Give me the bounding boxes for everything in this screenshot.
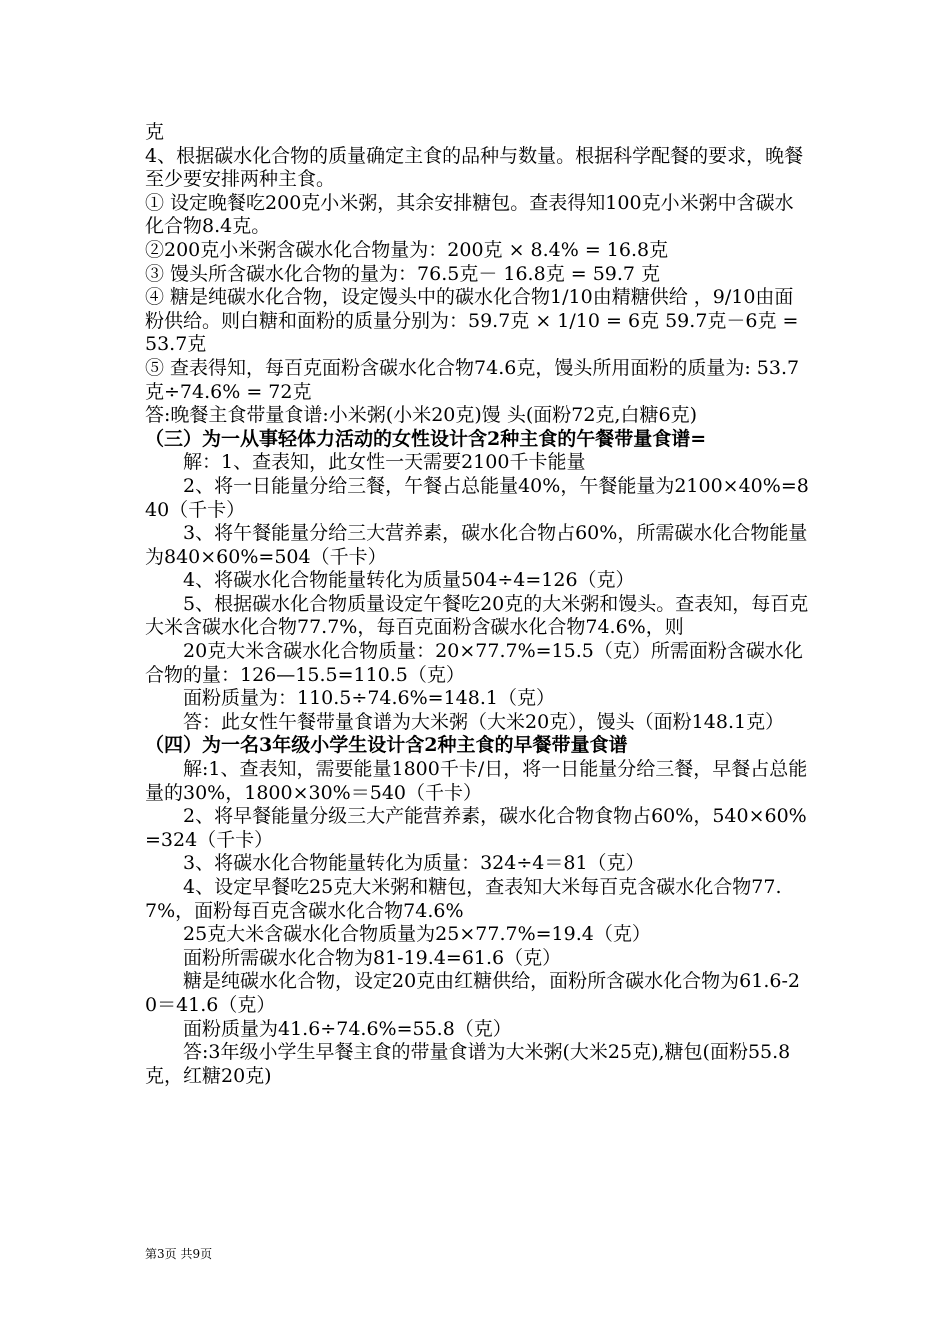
paragraph: 克	[145, 121, 165, 143]
paragraph: 面粉质量为：110.5÷74.6%=148.1（克）	[183, 687, 555, 710]
paragraph: 面粉质量为41.6÷74.6%=55.8（克）	[183, 1017, 512, 1040]
paragraph: ③ 馒头所含碳水化合物的量为：76.5克－ 16.8克 = 59.7 克	[145, 262, 661, 285]
page-footer: 第3页 共9页	[145, 1247, 213, 1261]
paragraph: 3、将午餐能量分给三大营养素，碳水化合物占60%，所需碳水化合物能量为840×60%=504（千卡）	[145, 522, 808, 568]
paragraph: 答:晚餐主食带量食谱:小米粥(小米20克)馒 头(面粉72克,白糖6克)	[145, 404, 697, 427]
document-body	[145, 121, 810, 1088]
paragraph: 答:3年级小学生早餐主食的带量食谱为大米粥(大米25克),糖包(面粉55.8克，红糖20克)	[145, 1041, 791, 1087]
paragraph: ⑤ 查表得知，每百克面粉含碳水化合物74.6克，馒头所用面粉的质量为: 53.7克÷74.6% = 72克	[145, 356, 800, 403]
paragraph: 25克大米含碳水化合物质量为25×77.7%=19.4（克）	[183, 923, 651, 946]
paragraph: 4、根据碳水化合物的质量确定主食的品种与数量。根据科学配餐的要求，晚餐至少要安排两种主食。	[145, 144, 804, 191]
paragraph: ②200克小米粥含碳水化合物量为：200克 × 8.4% = 16.8克	[145, 238, 669, 261]
paragraph: 2、将一日能量分给三餐，午餐占总能量40%，午餐能量为2100×40%=840（千卡）	[145, 474, 809, 521]
paragraph: 5、根据碳水化合物质量设定午餐吃20克的大米粥和馒头。查表知，每百克大米含碳水化合物77.7%，每百克面粉含碳水化合物74.6%，则	[145, 592, 809, 639]
paragraph: 4、设定早餐吃25克大米粥和糖包，查表知大米每百克含碳水化合物77.7%，面粉每百克含碳水化合物74.6%	[145, 876, 782, 922]
paragraph: ④ 糖是纯碳水化合物，设定馒头中的碳水化合物1/10由精糖供给 ，9/10由面粉供给。则白糖和面粉的质量分别为：59.7克 × 1/10 = 6克 59.7克－6克 = 53.7克	[145, 286, 799, 356]
paragraph: 20克大米含碳水化合物质量：20×77.7%=15.5（克）所需面粉含碳水化合物的量：126—15.5=110.5（克）	[145, 640, 803, 686]
paragraph: 解：1、查表知，此女性一天需要2100千卡能量	[183, 451, 586, 474]
paragraph: 面粉所需碳水化合物为81-19.4=61.6（克）	[183, 946, 562, 969]
paragraph: 糖是纯碳水化合物，设定20克由红糖供给，面粉所含碳水化合物为61.6-20＝41.6（克）	[145, 970, 800, 1016]
paragraph: 解:1、查表知，需要能量1800千卡/日，将一日能量分给三餐，早餐占总能量的30%，1800×30%＝540（千卡）	[145, 758, 808, 804]
paragraph: 4、将碳水化合物能量转化为质量504÷4=126（克）	[183, 569, 635, 592]
paragraph: 3、将碳水化合物能量转化为质量：324÷4＝81（克）	[183, 852, 645, 875]
paragraph: 答：此女性午餐带量食谱为大米粥（大米20克），馒头（面粉148.1克）	[183, 710, 785, 733]
section-heading: （四）为一名3年级小学生设计含2种主食的早餐带量食谱	[145, 734, 628, 757]
section-heading: （三）为一从事轻体力活动的女性设计含2种主食的午餐带量食谱=	[145, 427, 707, 450]
paragraph: 2、将早餐能量分级三大产能营养素，碳水化合物食物占60%，540×60%=324（千卡）	[145, 805, 807, 851]
paragraph: ① 设定晚餐吃200克小米粥，其余安排糖包。查表得知100克小米粥中含碳水化合物8.4克。	[145, 191, 794, 238]
